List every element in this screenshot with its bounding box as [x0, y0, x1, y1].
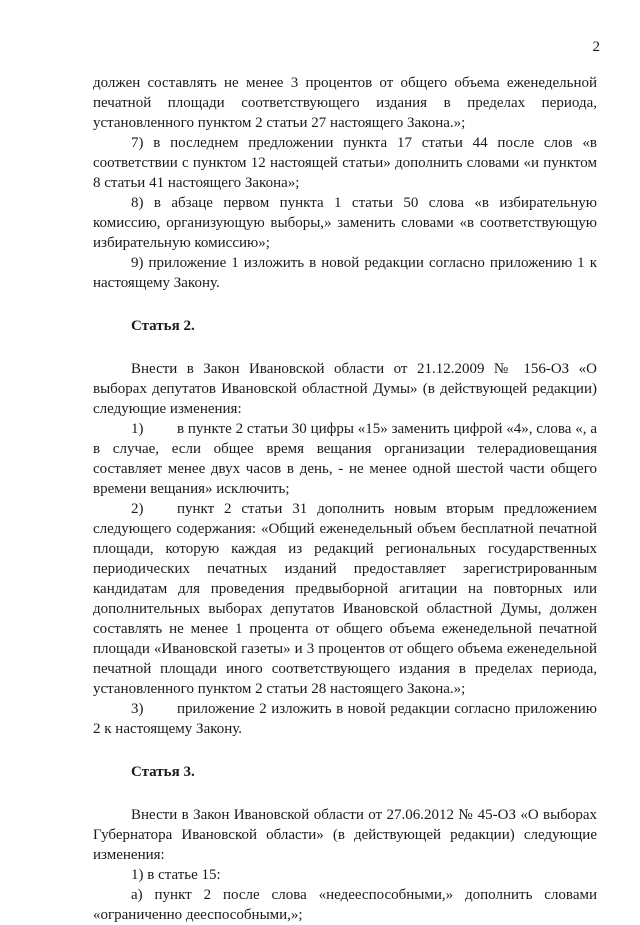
item-number: 3)	[131, 701, 144, 717]
article-2-heading: Статья 2.	[131, 318, 195, 334]
article-2-item-3	[93, 699, 597, 739]
item-number: 1)	[131, 421, 144, 437]
paragraph-continuation: должен составлять не менее 3 процентов от общего объема еженедельной печатной площади соответствующего издания в пределах периода, установленного пунктом 2 статьи 27 настоящего Закона.»;	[93, 75, 597, 131]
list-item-8: 8) в абзаце первом пункта 1 статьи 50 слова «в избирательную комиссию, организующую выборы,» заменить словами «в соответствующую избирательную комиссию»;	[93, 195, 597, 251]
item-text: приложение 2 изложить в новой редакции согласно приложению 2 к настоящему Закону.	[93, 701, 597, 737]
article-2-item-2	[93, 499, 597, 699]
item-text: в пункте 2 статьи 30 цифры «15» заменить цифрой «4», слова «, а в случае, если общее время вещания организации телерадиовещания составляет менее двух часов в день, - не менее одной шестой части общего времени вещания» исключить;	[93, 421, 597, 497]
page-number: 2	[592, 39, 600, 55]
article-3-heading: Статья 3.	[131, 764, 195, 780]
article-2-intro: Внести в Закон Ивановской области от 21.12.2009 № 156-ОЗ «О выборах депутатов Ивановской областной Думы» (в действующей редакции) следующие изменения:	[93, 361, 597, 417]
article-3-intro: Внести в Закон Ивановской области от 27.06.2012 № 45-ОЗ «О выборах Губернатора Ивановской области» (в действующей редакции) следующие изменения:	[93, 807, 597, 863]
list-item-7: 7) в последнем предложении пункта 17 статьи 44 после слов «в соответствии с пунктом 12 настоящей статьи» дополнить словами «и пунктом 8 статьи 41 настоящего Закона»;	[93, 135, 597, 191]
item-number: 2)	[131, 501, 144, 517]
article-3-item-1a: а) пункт 2 после слова «недееспособными,» дополнить словами «ограниченно дееспособными,»;	[93, 887, 597, 923]
list-item-9: 9) приложение 1 изложить в новой редакции согласно приложению 1 к настоящему Закону.	[93, 255, 597, 291]
article-2-item-1	[93, 419, 597, 499]
item-text: пункт 2 статьи 31 дополнить новым вторым предложением следующего содержания: «Общий еженедельный объем бесплатной печатной площади, которую каждая из редакций региональных государственных периодических печатных изданий предоставляет зарегистрированным кандидатам для проведения предвыборной агитации на повторных или дополнительных выборах депутатов Ивановской областной Думы, должен составлять не менее 1 процента от общего объема еженедельной печатной площади «Ивановской газеты» и 3 процентов от общего объема еженедельной печатной площади иного соответствующего издания в пределах периода, установленного пунктом 2 статьи 28 настоящего Закона.»;	[93, 501, 597, 697]
article-3-item-1: 1) в статье 15:	[131, 867, 221, 883]
document-body	[93, 73, 597, 925]
